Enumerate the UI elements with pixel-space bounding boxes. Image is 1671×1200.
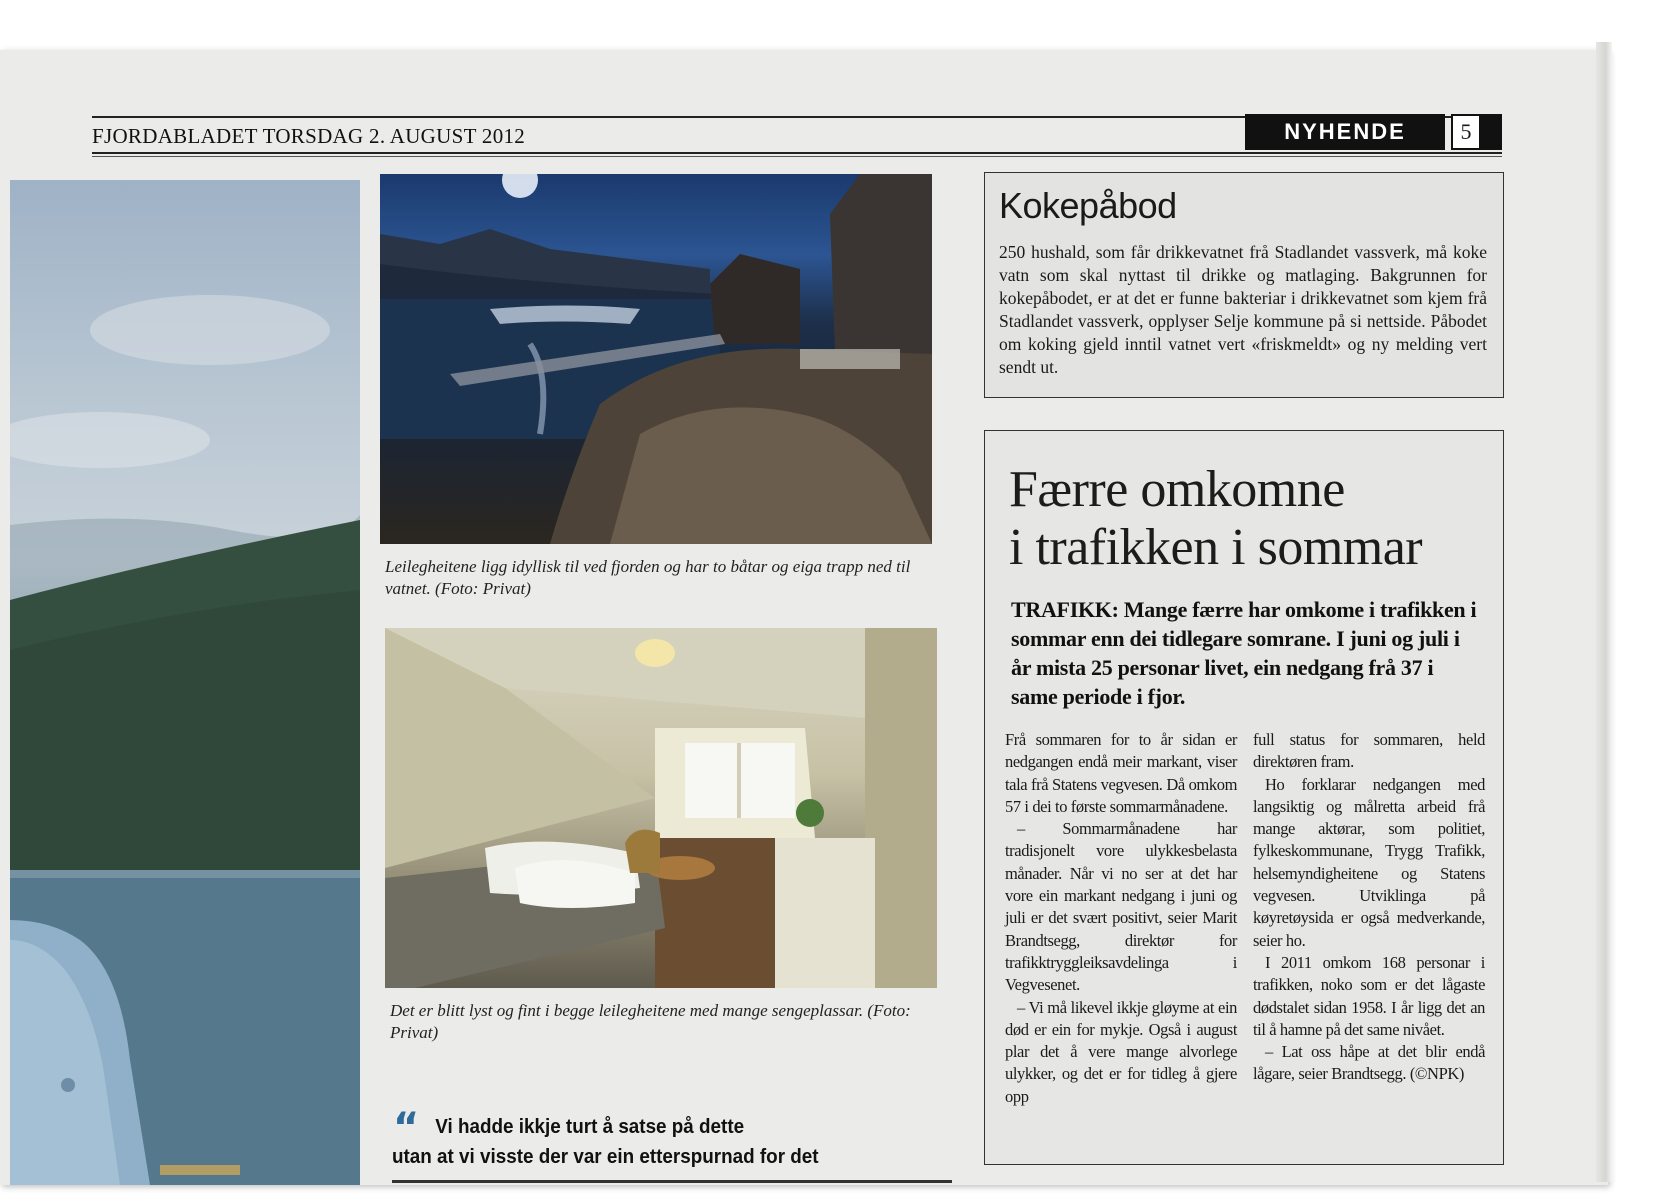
paragraph: – Sommarmånadene har tradisjonelt vore ulykkesbelasta månader. Når vi no ser at det har vore ein markant nedgang i juni og juli er det svært positivt, seier Marit Brandtsegg, direktør for trafikktryggleiksavdelinga i Vegvesenet.	[1005, 819, 1237, 995]
pull-quote-line1: Vi hadde ikkje turt å satse på dette	[435, 1115, 745, 1138]
headline-line2: i trafikken i sommar	[1009, 519, 1423, 576]
photo-bedroom	[385, 628, 937, 988]
headline-line1: Færre omkomne	[1009, 461, 1345, 518]
lead-text: Mange færre har omkome i trafikken i sommar enn dei tidlegare somrane. I juni og juli i år mista 25 personar livet, ein nedgang frå 37 i same periode i fjor.	[1011, 597, 1477, 709]
article-column-2	[1253, 729, 1485, 1086]
lead-kicker: TRAFIKK:	[1011, 597, 1119, 622]
info-box-kokepabod	[984, 172, 1504, 398]
photo-fjord-cabin	[380, 174, 932, 544]
article-lead	[1011, 595, 1481, 711]
article-box	[984, 430, 1504, 1165]
pull-quote-line2: utan at vi visste der var ein etterspurnad for det	[392, 1145, 819, 1168]
paragraph: Frå sommaren for to år sidan er nedgangen endå meir markant, viser tala frå Statens vegvesen. Då omkom 57 i dei to første sommarmånadene.	[1005, 730, 1237, 816]
paragraph: – Lat oss håpe at det blir endå lågare, seier Brandtsegg. (©NPK)	[1253, 1042, 1485, 1084]
masthead: FJORDABLADET TORSDAG 2. AUGUST 2012	[92, 124, 526, 148]
article-column-1	[1005, 729, 1237, 1108]
header-rule-bottom	[92, 152, 1502, 154]
fjord-landscape-illustration	[10, 180, 360, 1185]
page-number: 5	[1451, 114, 1481, 150]
info-box-body: 250 hushald, som får drikkevatnet frå Stadlandet vassverk, må koke vatn som skal nyttast til drikke og matlaging. Bakgrunnen for kokepåbodet, er at det er funne bakteriar i drikkevatnet som kjem frå Stadlandet vassverk, opplyser Selje kommune på si nettside. Påbodet om koking gjeld inntil vatnet vert «friskmeldt» og ny melding vert sendt ut.	[999, 242, 1487, 377]
article-headline	[1009, 461, 1489, 577]
pull-quote	[392, 1112, 907, 1172]
bottom-rule	[392, 1180, 952, 1183]
paragraph: Ho forklarar nedgangen med langsiktig og målretta arbeid frå mange aktørar, som politiet, fylkeskommunane, Trygg Trafikk, helsemyndigheitene og Statens vegvesen. Utviklinga på køyretøysida er også medverkande, seier ho.	[1253, 774, 1485, 950]
photo2-caption: Det er blitt lyst og fint i begge leilegheitene med mange sengeplassar. (Foto: Privat)	[390, 1001, 911, 1042]
advert-photo-fjord	[10, 180, 360, 1185]
paragraph: – Vi må likevel ikkje gløyme at ein død er ein for mykje. Også i august plar det å vere mange alvorlege ulykker, og det er for tidleg å gjere opp	[1005, 997, 1237, 1106]
fjord-cabin-illustration	[380, 174, 932, 544]
paragraph: I 2011 omkom 168 personar i trafikken, noko som er det lågaste dødstalet sidan 1958. I år ligg det an til å hamne på det same nivået.	[1253, 952, 1485, 1039]
paragraph: full status for sommaren, held direktøren fram.	[1253, 730, 1485, 772]
quote-mark: “	[393, 1105, 420, 1151]
page-number-bar	[1481, 114, 1502, 150]
header-rule-bottom-thin	[92, 156, 1502, 157]
page-edge	[1596, 42, 1612, 1182]
section-label: NYHENDE	[1245, 114, 1445, 150]
info-box-title: Kokepåbod	[999, 185, 1177, 226]
photo1-caption: Leilegheitene ligg idyllisk til ved fjorden og har to båtar og eiga trapp ned til vatnet. (Foto: Privat)	[385, 557, 911, 598]
bedroom-illustration	[385, 628, 937, 988]
